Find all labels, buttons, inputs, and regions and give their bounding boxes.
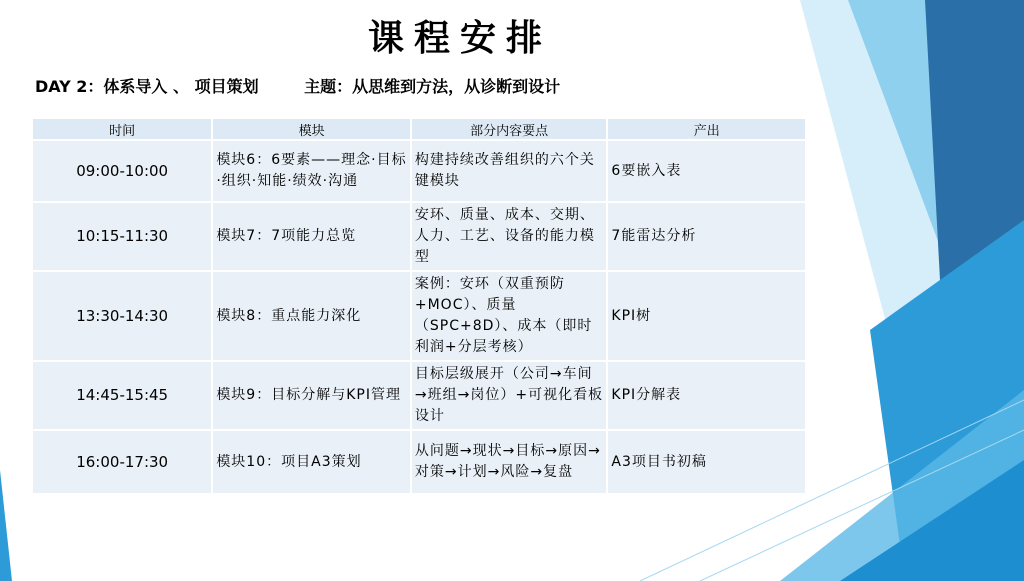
output-cell: 6要嵌入表: [608, 141, 805, 201]
time-cell: 16:00-17:30: [33, 431, 211, 493]
day-header: [35, 74, 560, 97]
module-cell: 模块7：7项能力总览: [213, 203, 410, 270]
col-header-time: 时间: [33, 119, 211, 139]
points-cell: 构建持续改善组织的六个关键模块: [412, 141, 607, 201]
table-row: [33, 431, 805, 493]
module-cell: 模块6：6要素——理念·目标·组织·知能·绩效·沟通: [213, 141, 410, 201]
time-cell: 13:30-14:30: [33, 272, 211, 360]
output-cell: A3项目书初稿: [608, 431, 805, 493]
time-cell: 09:00-10:00: [33, 141, 211, 201]
schedule-table: [31, 117, 807, 495]
left-accent: [0, 470, 12, 581]
table-row: [33, 203, 805, 270]
points-cell: 从问题→现状→目标→原因→对策→计划→风险→复盘: [412, 431, 607, 493]
col-header-output: 产出: [608, 119, 805, 139]
points-cell: 目标层级展开（公司→车间→班组→岗位）+可视化看板设计: [412, 362, 607, 429]
col-header-points: 部分内容要点: [412, 119, 607, 139]
theme-label: 主题：从思维到方法，从诊断到设计: [304, 77, 561, 96]
table-row: [33, 362, 805, 429]
page-title: 课程安排: [367, 17, 552, 59]
module-cell: 模块8：重点能力深化: [213, 272, 410, 360]
output-cell: 7能雷达分析: [608, 203, 805, 270]
time-cell: 14:45-15:45: [33, 362, 211, 429]
table-row: [33, 141, 805, 201]
header-row: [33, 119, 805, 139]
output-cell: KPI树: [608, 272, 805, 360]
time-cell: 10:15-11:30: [33, 203, 211, 270]
output-cell: KPI分解表: [608, 362, 805, 429]
points-cell: 安环、质量、成本、交期、人力、工艺、设备的能力模型: [412, 203, 607, 270]
day-label: DAY 2：体系导入 、 项目策划: [35, 77, 259, 96]
table-row: [33, 272, 805, 360]
module-cell: 模块10：项目A3策划: [213, 431, 410, 493]
module-cell: 模块9：目标分解与KPI管理: [213, 362, 410, 429]
points-cell: 案例：安环（双重预防+MOC）、质量（SPC+8D）、成本（即时利润+分层考核）: [412, 272, 607, 360]
col-header-module: 模块: [213, 119, 410, 139]
